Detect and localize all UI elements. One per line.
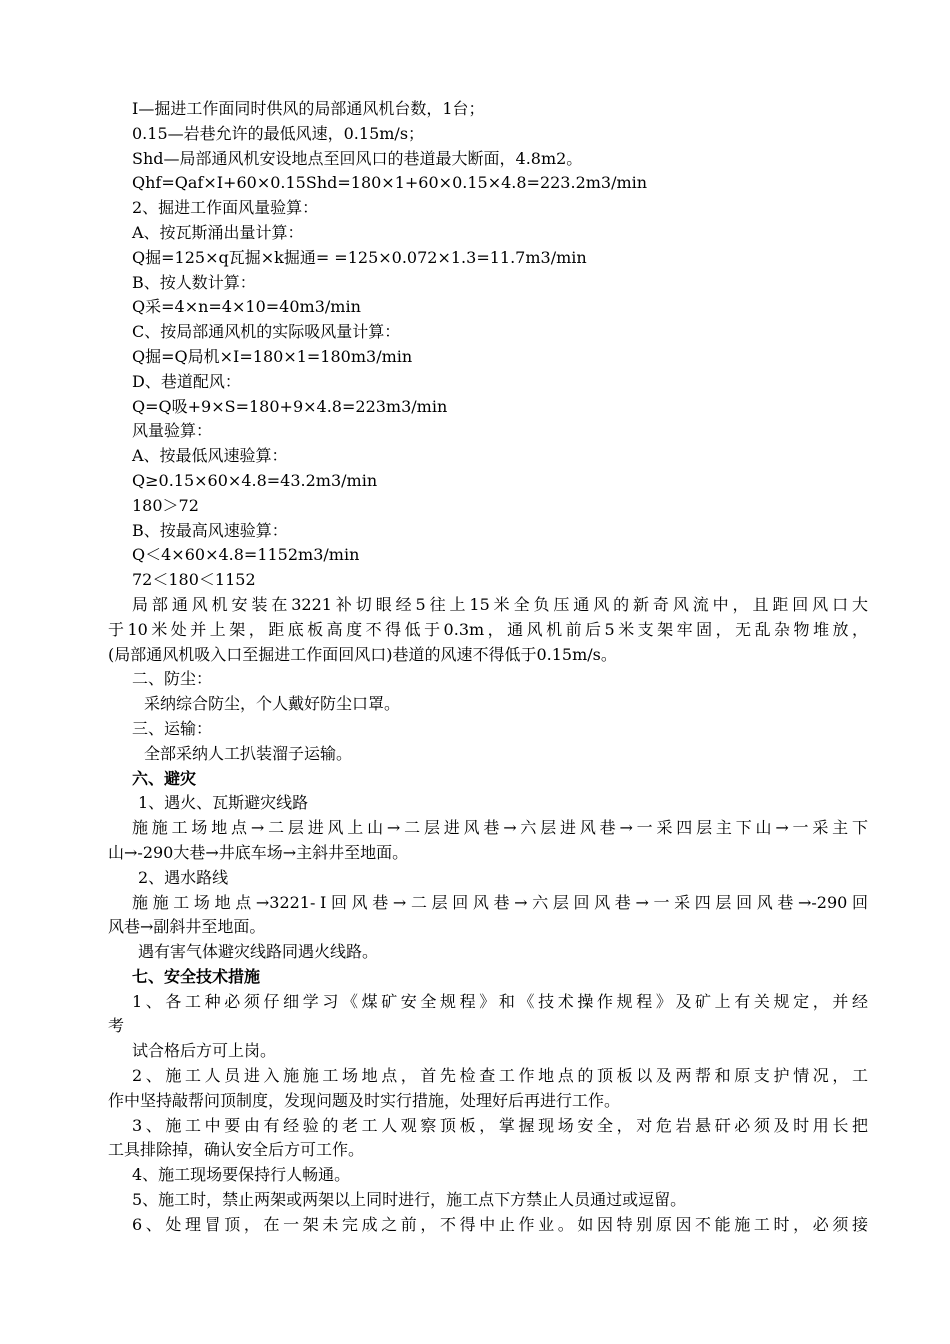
- text-line: 作中坚持敲帮问顶制度，发现问题及时实行措施，处理好后再进行工作。: [108, 1090, 621, 1110]
- text-line: 180＞72: [132, 495, 199, 515]
- text-line: 风巷→副斜井至地面。: [108, 917, 266, 937]
- text-line: (局部通风机吸入口至掘进工作面回风口)巷道的风速不得低于0.15m/s。: [108, 644, 617, 664]
- text-line: 采纳综合防尘，个人戴好防尘口罩。: [144, 694, 401, 714]
- text-line: 考: [108, 1016, 125, 1036]
- text-line: 3、施工中要由有经验的老工人观察顶板，掌握现场安全，对危岩悬矸必须及时用长把: [132, 1115, 868, 1135]
- text-line: Q掘=125×q瓦掘×k掘通= =125×0.072×1.3=11.7m3/min: [132, 247, 587, 267]
- text-line: 4、施工现场要保持行人畅通。: [132, 1165, 351, 1185]
- text-line: 1、各工种必须仔细学习《煤矿安全规程》和《技术操作规程》及矿上有关规定，并经: [132, 991, 868, 1011]
- document-body: [108, 97, 868, 1238]
- text-line: 试合格后方可上岗。: [132, 1041, 277, 1061]
- text-line: 全部采纳人工扒装溜子运输。: [144, 743, 353, 763]
- section-heading: 三、运输：: [132, 718, 213, 738]
- text-line: A、按最低风速验算：: [132, 446, 288, 466]
- text-line: 遇有害气体避灾线路同遇火线路。: [138, 942, 379, 962]
- section-heading: 七、安全技术措施: [132, 966, 261, 986]
- text-line: Shd—局部通风机安设地点至回风口的巷道最大断面，4.8m2。: [132, 148, 583, 168]
- text-line: 局部通风机安装在3221补切眼经5往上15米全负压通风的新奇风流中，且距回风口大: [132, 594, 868, 614]
- text-line: I—掘进工作面同时供风的局部通风机台数，1台；: [132, 99, 485, 118]
- text-line: Qhf=Qaf×I+60×0.15Shd=180×1+60×0.15×4.8=223.2m3/min: [132, 173, 648, 193]
- text-line: Q≥0.15×60×4.8=43.2m3/min: [132, 470, 378, 490]
- text-line: 72＜180＜1152: [132, 570, 256, 590]
- text-line: D、巷道配风：: [132, 371, 241, 391]
- text-line: 山→-290大巷→井底车场→主斜井至地面。: [108, 842, 409, 862]
- text-line: 1、遇火、瓦斯避灾线路: [138, 793, 309, 813]
- text-line: B、按最高风速验算：: [132, 520, 288, 540]
- text-line: 施施工场地点→二层进风上山→二层进风巷→六层进风巷→一采四层主下山→一采主下: [132, 818, 868, 838]
- text-line: A、按瓦斯涌出量计算：: [132, 222, 304, 242]
- section-heading: 六、避灾: [132, 768, 197, 788]
- text-line: 2、遇水路线: [138, 867, 229, 887]
- text-line: 5、施工时，禁止两架或两架以上同时进行，施工点下方禁止人员通过或逗留。: [132, 1190, 687, 1210]
- text-line: Q＜4×60×4.8=1152m3/min: [132, 545, 360, 565]
- text-line: B、按人数计算：: [132, 272, 256, 292]
- text-line: 0.15—岩巷允许的最低风速，0.15m/s；: [132, 123, 425, 143]
- text-line: 2、掘进工作面风量验算：: [132, 198, 319, 218]
- text-line: Q采=4×n=4×10=40m3/min: [132, 297, 361, 317]
- section-heading: 二、防尘：: [132, 669, 213, 689]
- text-line: C、按局部通风机的实际吸风量计算：: [132, 322, 401, 342]
- text-line: 于10米处并上架，距底板高度不得低于0.3m，通风机前后5米支架牢固，无乱杂物堆放，: [108, 619, 868, 639]
- text-line: Q掘=Q局机×I=180×1=180m3/min: [132, 346, 413, 366]
- text-line: 2、施工人员进入施施工场地点，首先检查工作地点的顶板以及两帮和原支护情况，工: [132, 1066, 868, 1086]
- text-line: 工具排除掉，确认安全后方可工作。: [108, 1140, 365, 1160]
- text-line: 风量验算：: [132, 421, 213, 441]
- text-line: Q=Q吸+9×S=180+9×4.8=223m3/min: [132, 396, 448, 416]
- text-line: 施施工场地点→3221-Ⅰ回风巷→二层回风巷→六层回风巷→一采四层回风巷→-290回: [132, 892, 868, 912]
- text-line: 6、处理冒顶，在一架未完成之前，不得中止作业。如因特别原因不能施工时，必须接: [132, 1214, 868, 1234]
